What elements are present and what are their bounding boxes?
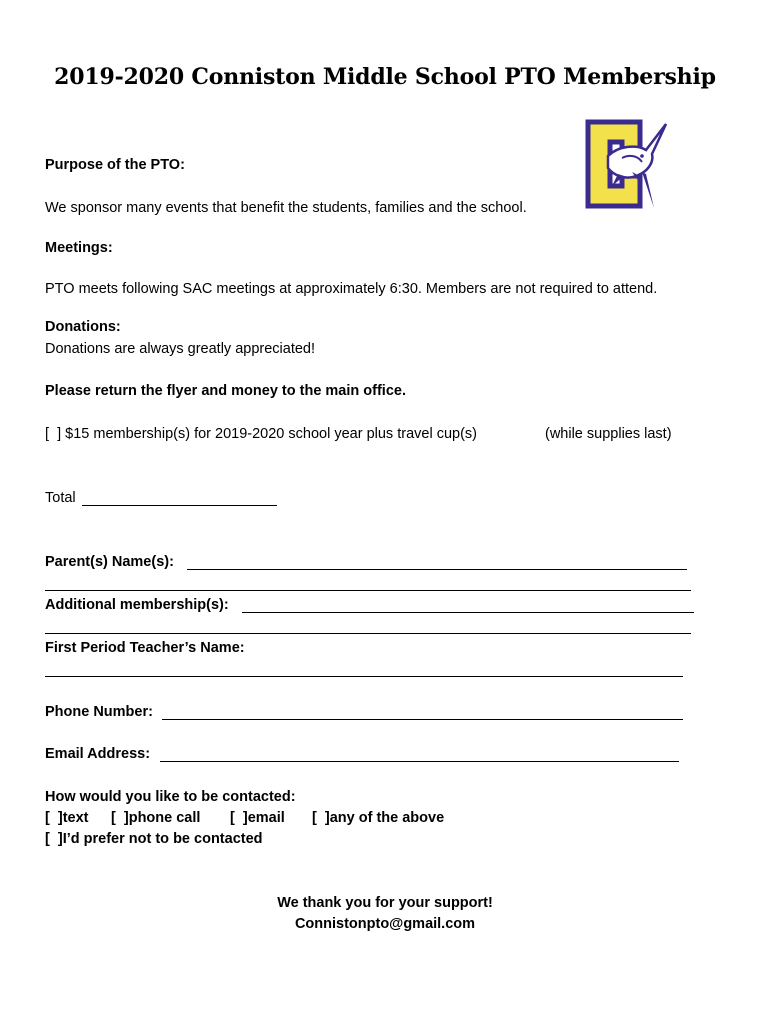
email-address-line[interactable] xyxy=(160,761,679,762)
page-title: 2019-2020 Conniston Middle School PTO Membership xyxy=(54,64,716,90)
parents-name-line-2[interactable] xyxy=(45,590,691,591)
first-period-teacher-line[interactable] xyxy=(45,676,683,677)
contact-option-phone[interactable]: [ ]phone call xyxy=(111,810,201,826)
email-address-label: Email Address: xyxy=(45,746,151,762)
supplies-note: (while supplies last) xyxy=(545,426,672,442)
contact-option-none[interactable]: [ ]I’d prefer not to be contacted xyxy=(45,831,263,847)
parents-name-label: Parent(s) Name(s): xyxy=(45,554,174,570)
meetings-text: PTO meets following SAC meetings at approximately 6:30. Members are not required to attend. xyxy=(45,281,658,297)
total-line[interactable] xyxy=(82,505,277,506)
return-notice: Please return the flyer and money to the main office. xyxy=(45,383,406,399)
contact-email: Connistonpto@gmail.com xyxy=(294,916,476,932)
donations-text: Donations are always greatly appreciated! xyxy=(45,341,316,357)
contact-option-email[interactable]: [ ]email xyxy=(230,810,285,826)
thanks-message: We thank you for your support! xyxy=(277,895,493,911)
phone-number-line[interactable] xyxy=(162,719,683,720)
purpose-label: Purpose of the PTO: xyxy=(45,157,185,173)
conniston-c-marlin-logo-icon xyxy=(582,116,674,212)
purpose-text: We sponsor many events that benefit the students, families and the school. xyxy=(45,200,527,216)
additional-membership-line-2[interactable] xyxy=(45,633,691,634)
total-label: Total xyxy=(45,490,76,506)
additional-membership-line[interactable] xyxy=(242,612,694,613)
contact-option-text[interactable]: [ ]text xyxy=(45,810,89,826)
additional-membership-label: Additional membership(s): xyxy=(45,597,229,613)
phone-number-label: Phone Number: xyxy=(45,704,153,720)
contact-option-any[interactable]: [ ]any of the above xyxy=(312,810,445,826)
first-period-teacher-label: First Period Teacher’s Name: xyxy=(45,640,245,656)
donations-label: Donations: xyxy=(45,319,121,335)
membership-checkbox-option[interactable]: [ ] $15 membership(s) for 2019-2020 school year plus travel cup(s) xyxy=(45,426,477,442)
meetings-label: Meetings: xyxy=(45,240,113,256)
parents-name-line[interactable] xyxy=(187,569,687,570)
contact-question: How would you like to be contacted: xyxy=(45,789,296,805)
